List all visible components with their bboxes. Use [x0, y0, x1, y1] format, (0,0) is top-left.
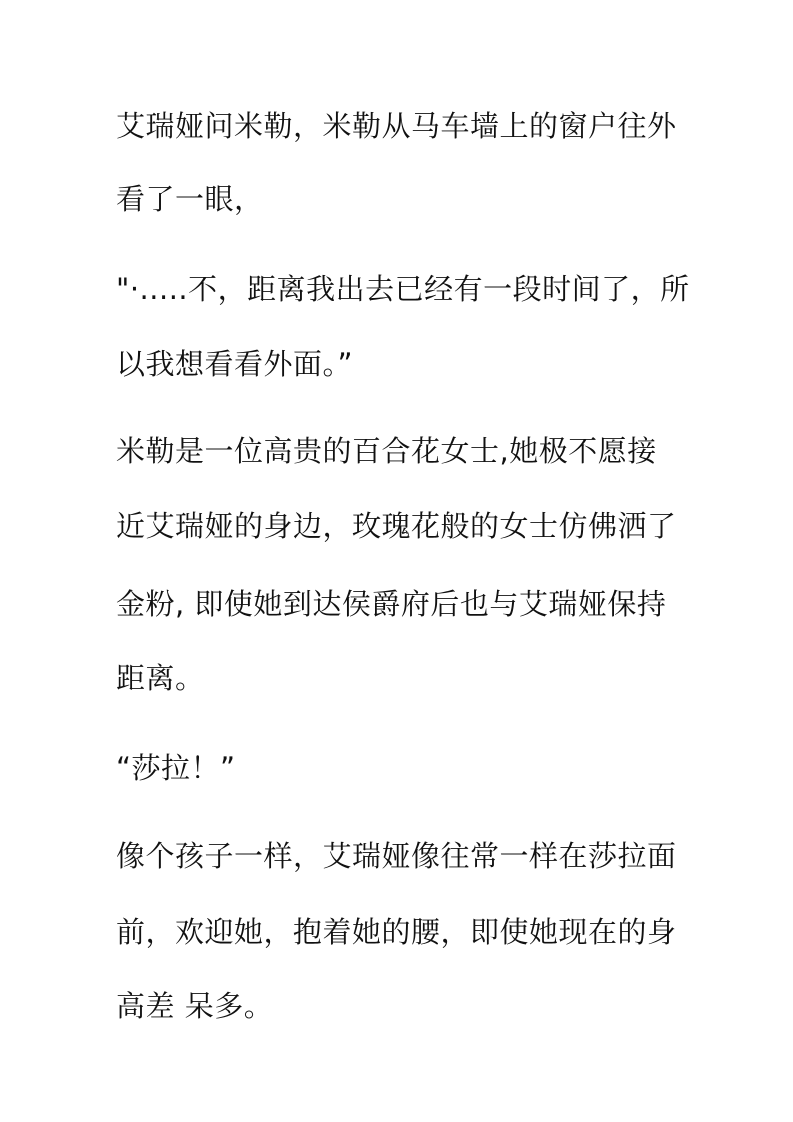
text-line: 看了一眼， — [116, 182, 264, 216]
text-line: 近艾瑞娅的身边，玫瑰花般的女士仿佛洒了 — [116, 509, 677, 543]
text-line: 以我想看看外面。” — [116, 347, 354, 381]
text-line: 高差 呆多。 — [116, 989, 274, 1023]
text-line: 前，欢迎她，抱着她的腰，即使她现在的身 — [116, 915, 677, 949]
text-line: 艾瑞娅问米勒，米勒从马车墙上的窗户往外 — [116, 109, 677, 143]
text-line: 金粉, 即使她到达侯爵府后也与艾瑞娅保持 — [116, 587, 667, 621]
text-line: “莎拉！” — [116, 751, 236, 785]
text-line: 距离。 — [116, 661, 205, 695]
text-line: "·.....不，距离我出去已经有一段时间了，所 — [116, 272, 690, 306]
text-line: 像个孩子一样，艾瑞娅像往常一样在莎拉面 — [116, 839, 677, 873]
text-line: 米勒是一位高贵的百合花女士,她极不愿接 — [116, 434, 657, 468]
